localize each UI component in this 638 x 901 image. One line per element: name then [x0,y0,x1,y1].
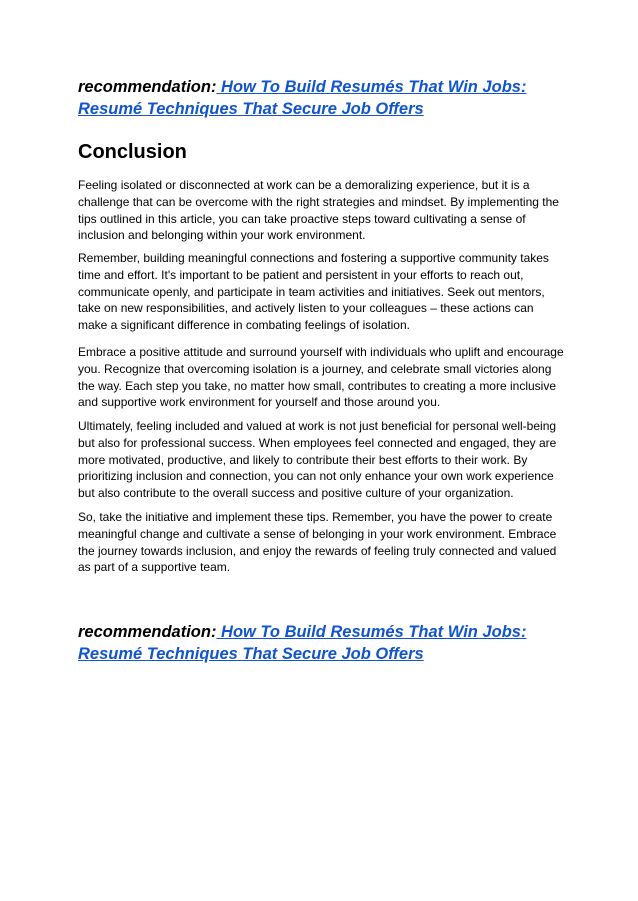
paragraph-2: Remember, building meaningful connections and fostering a supportive community takes time and effort. It's important to be patient and persistent in your efforts to reach out, communicate openly, and participate in team activities and initiatives. Seek out mentors, take on new responsibilities, and actively listen to your colleagues – these actions can make a significant difference in combating feelings of isolation. [78,251,549,333]
recommendation-link-line2: Resumé Techniques That Secure Job Offers [78,645,424,663]
recommendation-link-line2: Resumé Techniques That Secure Job Offers [78,100,424,118]
recommendation-lead-label: recommendation: [78,623,217,641]
paragraph-5: So, take the initiative and implement these tips. Remember, you have the power to create meaningful change and cultivate a sense of belonging in your work environment. Embrace the journey towards inclusion, and enjoy the rewards of feeling truly connected and valued as part of a supportive team. [78,510,557,575]
recommendation-link-line1: How To Build Resumés That Win Jobs: [216,78,527,96]
recommendation-lead-label: recommendation: [78,78,217,96]
paragraph-3: Embrace a positive attitude and surround yourself with individuals who uplift and encourage you. Recognize that overcoming isolation is a journey, and celebrate small victories along the way. Each step you take, no matter how small, contributes to creating a more inclusive and supportive work environment for yourself and those around you. [78,345,564,410]
recommendation-link-line1: How To Build Resumés That Win Jobs: [216,623,527,641]
section-heading-conclusion: Conclusion [78,141,187,163]
paragraph-4: Ultimately, feeling included and valued at work is not just beneficial for personal well-being but also for professional success. When employees feel connected and engaged, they are more motivated, productive, and likely to contribute their best efforts to their work. By prioritizing inclusion and connection, you can not only enhance your own work experience but also contribute to the overall success and positive culture of your organization. [78,419,557,501]
recommendation-bottom [78,621,564,665]
recommendation-top [78,76,564,120]
paragraph-1: Feeling isolated or disconnected at work can be a demoralizing experience, but it is a challenge that can be overcome with the right strategies and mindset. By implementing the tips outlined in this article, you can take proactive steps toward cultivating a sense of inclusion and belonging within your work environment. [78,178,559,243]
